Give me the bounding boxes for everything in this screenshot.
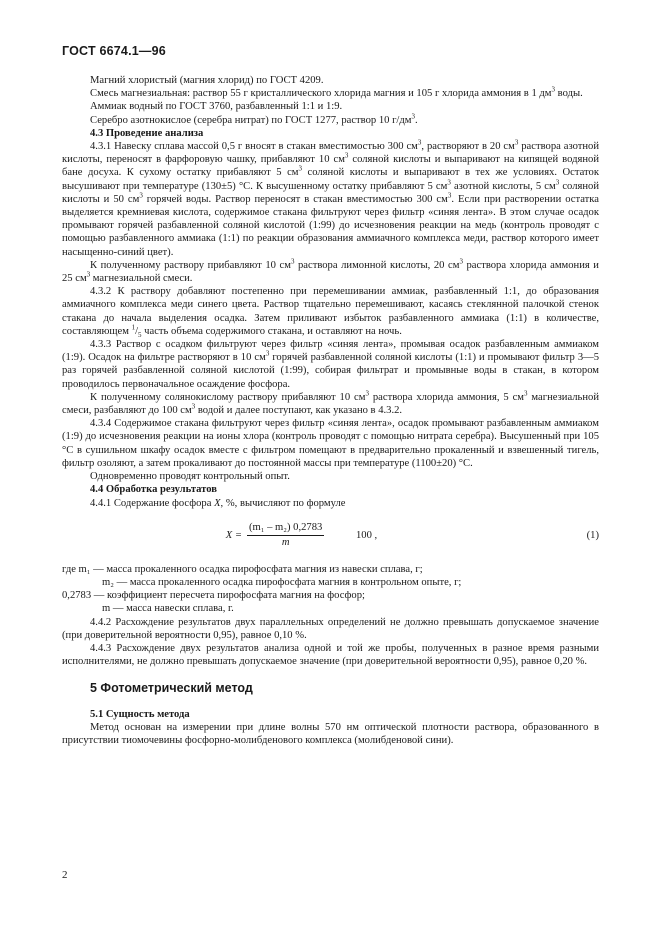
page-number: 2 [62,869,68,881]
formula-definitions [62,563,599,616]
definition-m1: где m₁ — масса прокаленного осадка пирофосфата магния из навески сплава, г; [62,563,423,575]
paragraph-4-3-2: 4.3.2 К раствору добавляют постепенно при перемешивании аммиак, разбавленный 1:1, до образования аммиачного комплекса меди синего цвета. Раствор тщательно перемешивают, касаясь стеклянной палочкой стенок стакана до начала выделения осадка. Затем приливают избыток разбавленного аммиака (1:1) в количестве, составляющем $^1/_5$ часть объема содержимого стакана, и оставляют на ночь. [62,286,599,339]
paragraph-4-4-1: 4.4.1 Содержание фосфора X, %, вычисляют по формуле [90,497,346,509]
definition-coefficient: 0,2783 — коэффициент пересчета пирофосфата магния на фосфор; [62,590,365,602]
paragraph-4-4-2: 4.4.2 Расхождение результатов двух параллельных определений не должно превышать допускаемое значение (при доверительной вероятности 0,95), равное 0,10 %. [62,616,599,641]
document-body [62,74,599,747]
paragraph-4-3-4: 4.3.4 Содержимое стакана фильтруют через фильтр «синяя лента», осадок промывают разбавленным аммиаком (1:9) до исчезновения реакции на ионы хлора (контроль проводят с помощью нитрата серебра). Высушенный при 105 °С в сушильном шкафу осадок вместе с фильтром помещают в предварительно прокаленный и взвешенный тигель, фильтр озоляют, а затем прокаливают до постоянной массы при температуре (1100±20) °С. [62,418,599,469]
paragraph-4-3-3-cont: К полученному солянокислому раствору прибавляют 10 $см^3$ раствора хлорида аммония, 5 $см^3$ магнезиальной смеси, разбавляют до 100 $см^3$ водой и далее поступают, как указано в 4.3.2. [62,389,599,417]
paragraph-4-4-3: 4.4.3 Расхождение двух результатов анализа одной и той же пробы, полученных в разное время разными исполнителями, не должно превышать допускаемое значение (при доверительной вероятности 0,95), равное 0,20 %. [62,642,599,668]
section-heading-4-3: 4.3 Проведение анализа [90,127,204,139]
document-header: ГОСТ 6674.1—96 [62,44,166,58]
section-heading-5: 5 Фотометрический метод [90,681,253,696]
reagent-magnesium-chloride: Магний хлористый (магния хлорид) по ГОСТ 4209. [90,75,324,86]
paragraph-4-3-3: 4.3.3 Раствор с осадком фильтруют через фильтр «синяя лента», промывая осадок разбавленным аммиаком (1:9). Осадок на фильтре растворяют в 10 $см^3$ горячей разбавленной соляной кислоты (1:1) и промывают фильтр 3—5 раз горячей разбавленной соляной кислотой (1:99), собирая фильтрат и промывные воды в стакан, в котором проводилось первоначальное осаждение фосфора. [62,339,600,390]
reagent-magnesia-mixture: Смесь магнезиальная: раствор 55 г кристаллического хлорида магния и 105 г хлорида аммония в 1 $дм^3$ воды. [90,85,583,100]
section-heading-5-1: 5.1 Сущность метода [90,708,190,720]
definition-m2: m₂ — масса прокаленного осадка пирофосфата магния в контрольном опыте, г; [102,576,462,588]
formula-number: (1) [586,529,599,541]
formula-fraction [247,521,324,549]
paragraph-4-3-1: 4.3.1 Навеску сплава массой 0,5 г вносят в стакан вместимостью 300 $см^3$, растворяют в 20 $см^3$ раствора азотной кислоты, переносят в фарфоровую чашку, прибавляют 10 $см^3$ соляной кислоты и выпаривают на кипящей водяной бане досуха. К сухому остатку прибавляют 5 $см^3$ соляной кислоты и выпаривают в тех же условиях. Остаток высушивают при температуре (130±5) °С. К высушенному остатку прибавляют 5 $см^3$ азотной кислоты, 5 $см^3$ соляной кислоты и 50 $см^3$ горячей воды. Раствор переносят в стакан вместимостью 300 $см^3$. Если при растворении остатка выделяется кремниевая кислота, содержимое стакана фильтруют через фильтр «синяя лента». В этом случае осадок промывают горячей разбавленной соляной кислотой (1:99) до исчезновения реакции на медь (контроль проводят с помощью разбавленного аммиака (1:1) по реакции образования аммиачного комплекса меди, раствор которого имеет насыщенно-синий цвет). [62,138,599,258]
paragraph-4-3-1-cont: К полученному раствору прибавляют 10 $см^3$ раствора лимонной кислоты, 20 $см^3$ раствора хлорида аммония и 25 $см^3$ магнезиальной смеси. [62,257,599,285]
formula-lhs: X = [225,529,242,541]
formula-denominator: m [281,536,290,548]
formula-rhs: 100 , [356,529,378,541]
reagent-silver-nitrate: Серебро азотнокислое (серебра нитрат) по ГОСТ 1277, раствор 10 $г/дм^3$. [90,112,418,126]
reagent-ammonia: Аммиак водный по ГОСТ 3760, разбавленный 1:1 и 1:9. [90,101,343,113]
section-heading-4-4: 4.4 Обработка результатов [90,484,217,496]
paragraph-5-1: Метод основан на измерении при длине волны 570 нм оптической плотности раствора, образованного в присутствии тиомочевины фосфорно-молибденового комплекса (молибденовой сини). [62,721,599,746]
formula-numerator: (m₁ – m₂) 0,2783 [247,521,324,536]
formula-1 [62,517,599,557]
definition-m: m — масса навески сплава, г. [102,603,234,615]
paragraph-control-test: Одновременно проводят контрольный опыт. [90,471,290,483]
